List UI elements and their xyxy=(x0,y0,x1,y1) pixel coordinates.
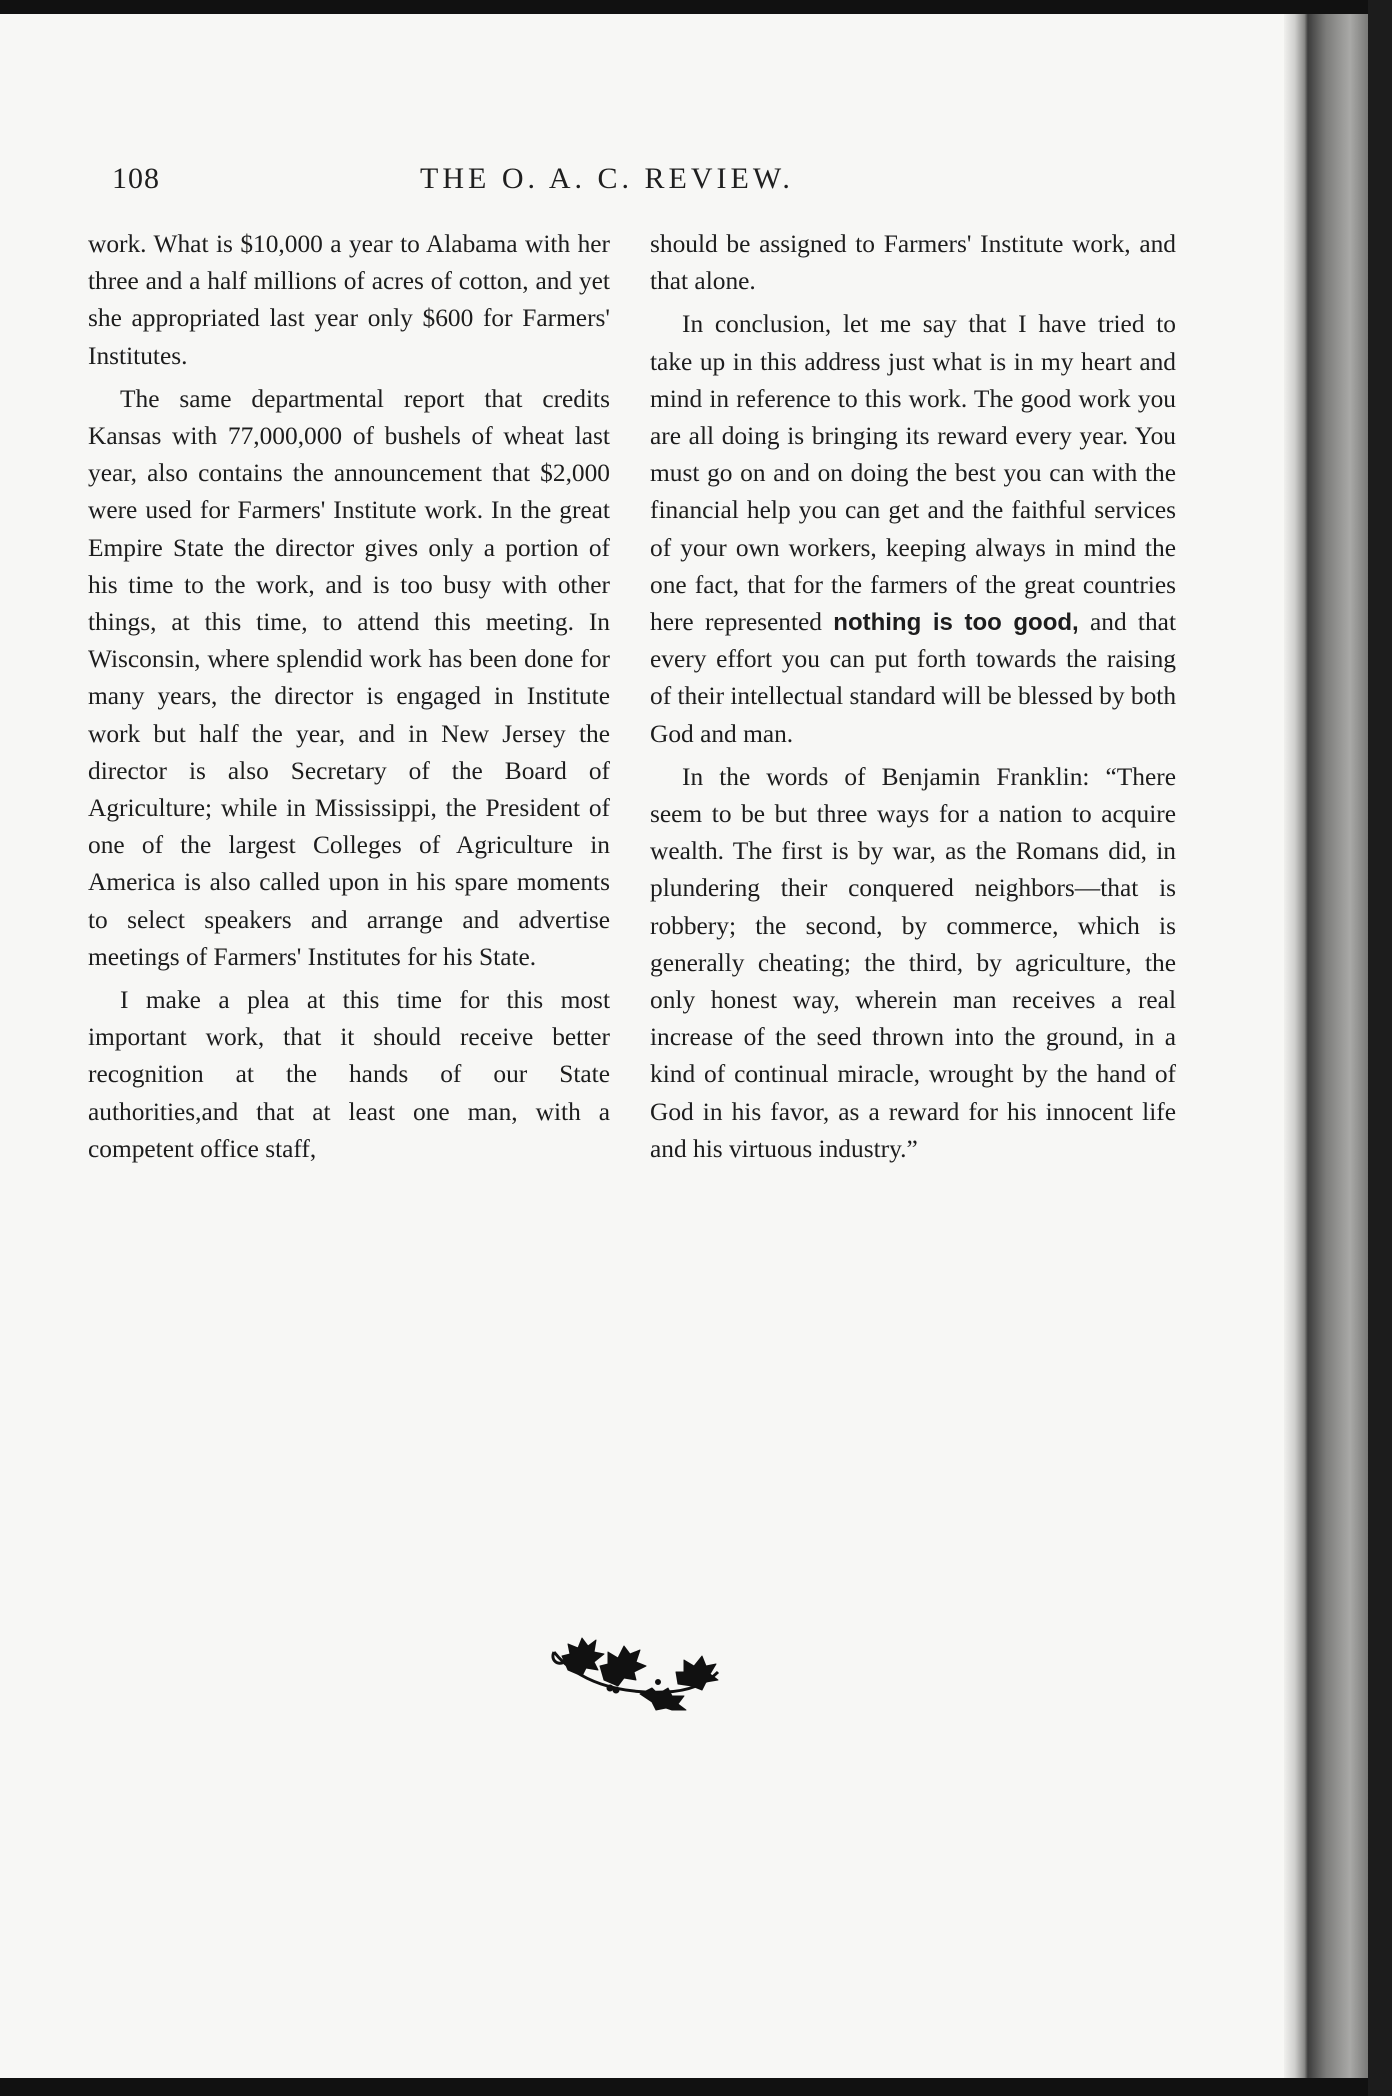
left-column xyxy=(88,226,610,1174)
right-paragraph-1: should be assigned to Farmers' Institute work, and that alone. xyxy=(650,230,1176,296)
right-paragraph-2-text-b: and that every effort you can put forth towards the raising of their intellectual standard will be blessed by both God and man. xyxy=(650,608,1177,748)
book-page xyxy=(0,14,1298,2078)
right-paragraph-3: In the words of Benjamin Franklin: “There seem to be but three ways for a nation to acquire wealth. The first is by war, as the Romans did, in plundering their conquered neighbors—that is robbery; the second, by commerce, which is generally cheating; the third, by agriculture, the only honest way, wherein man receives a real increase of the seed thrown into the ground, in a kind of continual miracle, wrought by the hand of God in his favor, as a reward for his innocent life and his virtuous industry.” xyxy=(650,762,1176,1163)
right-column xyxy=(650,226,1176,1174)
left-paragraph-3: I make a plea at this time for this most important work, that it should receive better recognition at the hands of our State authorities,and that at least one man, with a competent office staff, xyxy=(88,986,610,1163)
right-paragraph-2 xyxy=(650,306,1176,752)
page-edge-shadow xyxy=(1284,14,1308,2078)
running-title: THE O. A. C. REVIEW. xyxy=(420,162,794,195)
left-paragraph-2: The same departmental report that credits Kansas with 77,000,000 of bushels of wheat last year, also contains the announcement that $2,000 were used for Farmers' Institute work. In the great Empire State the director gives only a portion of his time to the work, and is too busy with other things, at this time, to attend this meeting. In Wisconsin, where splendid work has been done for many years, the director is engaged in Institute work but half the year, and in New Jersey the director is also Secretary of the Board of Agriculture; while in Mississippi, the President of one of the largest Colleges of Agriculture in America is also called upon in his spare moments to select speakers and arrange and advertise meetings of Farmers' Institutes for his State. xyxy=(88,384,610,971)
scan-border xyxy=(1368,0,1392,2096)
right-paragraph-2-bold: nothing is too good, xyxy=(833,609,1079,637)
page-edge-strip xyxy=(1308,14,1368,2078)
right-paragraph-2-text-a: In conclusion, let me say that I have tried to take up in this address just what is in my heart and mind in reference to this work. The good work you are all doing is bringing its reward every year. You must go on and on doing the best you can with the financial help you can get and the faithful services of your own workers, keeping always in mind the one fact, that for the farmers of the great countries here represented xyxy=(650,310,1176,637)
left-paragraph-1: work. What is $10,000 a year to Alabama with her three and a half millions of acres of cotton, and yet she appropriated last year only $600 for Farmers' Institutes. xyxy=(88,230,610,370)
page-number: 108 xyxy=(112,162,160,195)
holly-leaves-icon xyxy=(548,1632,724,1712)
